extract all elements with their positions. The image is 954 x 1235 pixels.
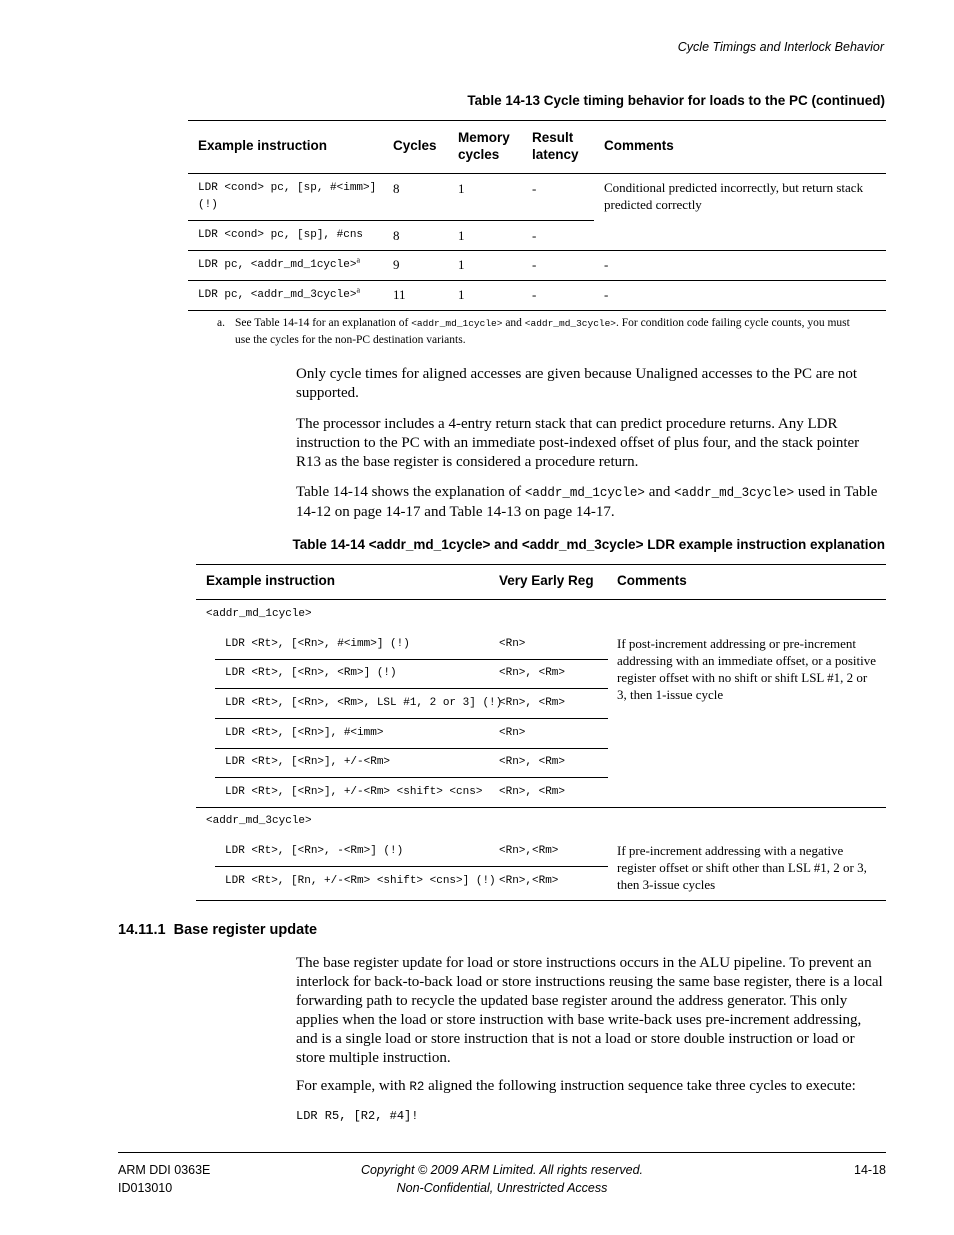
cycles-cell: 9 xyxy=(393,257,400,272)
row-rule xyxy=(188,250,886,251)
latency-cell: - xyxy=(532,257,537,272)
table-13-header-result-latency xyxy=(532,129,579,163)
table-14-top-rule xyxy=(196,564,886,565)
footnote-code: <addr_md_3cycle> xyxy=(524,318,617,329)
reg-cell: <Rn> xyxy=(499,727,526,739)
table-13-footnote xyxy=(235,315,865,348)
table-14-bottom-rule xyxy=(196,900,886,901)
table-13-header-cycles: Cycles xyxy=(393,138,437,153)
group-rule xyxy=(196,807,886,808)
footer-confidentiality: Non-Confidential, Unrestricted Access xyxy=(396,1181,608,1195)
paragraph-example xyxy=(296,1077,886,1097)
running-header: Cycle Timings and Interlock Behavior xyxy=(677,40,884,54)
memory-cell: 1 xyxy=(458,257,465,272)
table-14-header-comments: Comments xyxy=(617,573,687,588)
footnote-text: . For condition code failing cycle counts, you must use the cycles for the non-PC destination variants. xyxy=(235,317,850,346)
table-14-caption: Table 14-14 <addr_md_1cycle> and <addr_md_3cycle> LDR example instruction explanation xyxy=(292,537,885,552)
instruction-cell: LDR <Rt>, [<Rn>, #<imm>] (!) xyxy=(225,638,410,650)
instruction-cell: LDR <Rt>, [<Rn>, -<Rm>] (!) xyxy=(225,845,404,857)
instruction-cell: LDR <cond> pc, [sp, #<imm>] (!) xyxy=(198,182,377,211)
table-13-header-memory-cycles xyxy=(458,129,510,163)
table-14-header-instruction: Example instruction xyxy=(206,573,336,588)
instruction-text: LDR pc, <addr_md_3cycle> xyxy=(198,289,357,301)
row-rule xyxy=(215,866,608,867)
footnote-marker: a xyxy=(356,255,360,265)
comments-cell: - xyxy=(604,257,609,272)
paragraph-text: used in Table 14-12 on page 14-17 and Table 14-13 on page 14-17. xyxy=(296,484,878,520)
footer-rule xyxy=(118,1152,886,1153)
footer-page-number: 14-18 xyxy=(854,1163,886,1177)
row-rule xyxy=(188,280,886,281)
cycles-cell: 8 xyxy=(393,181,400,196)
table-14-header-rule xyxy=(196,599,886,600)
instruction-cell: LDR <Rt>, [<Rn>], +/-<Rm> xyxy=(225,756,391,768)
table-14-header-reg: Very Early Reg xyxy=(499,573,594,588)
cycles-cell: 8 xyxy=(393,228,400,243)
paragraph-text: Table 14-14 shows the explanation of xyxy=(296,484,525,500)
comments-cell: Conditional predicted incorrectly, but return stack predicted correctly xyxy=(604,180,864,212)
row-rule xyxy=(188,220,594,221)
footnote-text: and xyxy=(502,317,525,329)
comments-cell-3cycle: If pre-increment addressing with a negative register offset or shift other than LSL #1, 2 or 3, then 3-issue cycles xyxy=(617,843,867,892)
table-13-bottom-rule xyxy=(188,310,886,311)
instruction-cell: LDR <Rt>, [Rn, +/-<Rm> <shift> <cns>] (!) xyxy=(225,875,496,887)
footnote-marker: a xyxy=(356,285,360,295)
instruction-cell: LDR <Rt>, [<Rn>], +/-<Rm> <shift> <cns> xyxy=(225,786,483,798)
footnote-text: See Table 14-14 for an explanation of xyxy=(235,317,412,329)
table-13-header-rule xyxy=(188,173,886,174)
code-example: LDR R5, [R2, #4]! xyxy=(296,1109,419,1123)
header-line: Result xyxy=(532,130,574,145)
reg-cell: <Rn>, <Rm> xyxy=(499,756,566,768)
section-title: Base register update xyxy=(173,922,318,938)
row-rule xyxy=(215,659,608,660)
table-13-caption: Table 14-13 Cycle timing behavior for loads to the PC (continued) xyxy=(467,93,885,108)
comments-cell: - xyxy=(604,287,609,302)
table-13-top-rule xyxy=(188,120,886,121)
reg-cell: <Rn>, <Rm> xyxy=(499,786,566,798)
instruction-cell: LDR <cond> pc, [sp], #cns xyxy=(198,229,364,241)
header-line: Memory xyxy=(458,130,510,145)
footer-doc-ids xyxy=(118,1161,210,1197)
paragraph-table-reference xyxy=(296,483,886,522)
paragraph-base-register-update: The base register update for load or store instructions occurs in the ALU pipeline. To prevent an interlock for back-to-back load or store instructions reusing the same base register, there is a local forwarding path to recycle the updated base register around the address generator. This only applies when the load or store instruction with base write-back uses pre-increment addressing, and is a single load or store instruction that is not a load or store double instruction or load or store multiple instruction. xyxy=(296,955,883,1066)
row-rule xyxy=(215,777,608,778)
instruction-text: LDR pc, <addr_md_1cycle> xyxy=(198,259,357,271)
group-label-3cycle: <addr_md_3cycle> xyxy=(206,815,312,827)
inline-code: <addr_md_1cycle> xyxy=(524,486,645,500)
table-13-footnote-marker: a. xyxy=(217,317,225,329)
memory-cell: 1 xyxy=(458,228,465,243)
latency-cell: - xyxy=(532,228,537,243)
reg-cell: <Rn>,<Rm> xyxy=(499,845,559,857)
latency-cell: - xyxy=(532,181,537,196)
memory-cell: 1 xyxy=(458,181,465,196)
instruction-cell xyxy=(198,287,360,304)
reg-cell: <Rn> xyxy=(499,638,526,650)
row-rule xyxy=(215,688,608,689)
footer-center xyxy=(302,1161,702,1197)
instruction-cell: LDR <Rt>, [<Rn>], #<imm> xyxy=(225,727,384,739)
footnote-code: <addr_md_1cycle> xyxy=(411,318,503,329)
table-13-header-instruction: Example instruction xyxy=(198,138,328,153)
instruction-cell: LDR <Rt>, [<Rn>, <Rm>, LSL #1, 2 or 3] (!) xyxy=(225,697,503,709)
inline-code: R2 xyxy=(409,1080,425,1094)
paragraph-aligned-accesses: Only cycle times for aligned accesses are given because Unaligned accesses to the PC are not supported. xyxy=(296,366,858,401)
inline-code: <addr_md_3cycle> xyxy=(674,486,795,500)
paragraph-return-stack: The processor includes a 4-entry return stack that can predict procedure returns. Any LDR instruction to the PC with an immediate post-indexed offset of plus four, and the stack pointer R13 as the base register is considered a procedure return. xyxy=(296,416,860,470)
cycles-cell: 11 xyxy=(393,287,406,302)
reg-cell: <Rn>,<Rm> xyxy=(499,875,559,887)
paragraph-text: and xyxy=(644,484,675,500)
footer-copyright: Copyright © 2009 ARM Limited. All rights reserved. xyxy=(360,1163,643,1177)
reg-cell: <Rn>, <Rm> xyxy=(499,697,566,709)
table-13-header-comments: Comments xyxy=(604,138,674,153)
group-label-1cycle: <addr_md_1cycle> xyxy=(206,608,312,620)
paragraph-text: For example, with xyxy=(296,1078,410,1094)
memory-cell: 1 xyxy=(458,287,465,302)
section-heading xyxy=(118,922,317,938)
reg-cell: <Rn>, <Rm> xyxy=(499,667,566,679)
row-rule xyxy=(215,718,608,719)
footer-doc-id: ARM DDI 0363E xyxy=(118,1163,211,1177)
paragraph-text: aligned the following instruction sequence take three cycles to execute: xyxy=(424,1078,856,1094)
section-number: 14.11.1 xyxy=(118,922,166,938)
row-rule xyxy=(215,748,608,749)
instruction-cell xyxy=(198,257,360,274)
header-line: cycles xyxy=(458,147,500,162)
header-line: latency xyxy=(532,147,579,162)
footer-id: ID013010 xyxy=(118,1181,173,1195)
instruction-cell: LDR <Rt>, [<Rn>, <Rm>] (!) xyxy=(225,667,397,679)
latency-cell: - xyxy=(532,287,537,302)
comments-cell-1cycle: If post-increment addressing or pre-increment addressing with an immediate offset, or a positive register offset with no shift or shift LSL #1, 2 or 3, then 1-issue cycle xyxy=(617,636,876,702)
